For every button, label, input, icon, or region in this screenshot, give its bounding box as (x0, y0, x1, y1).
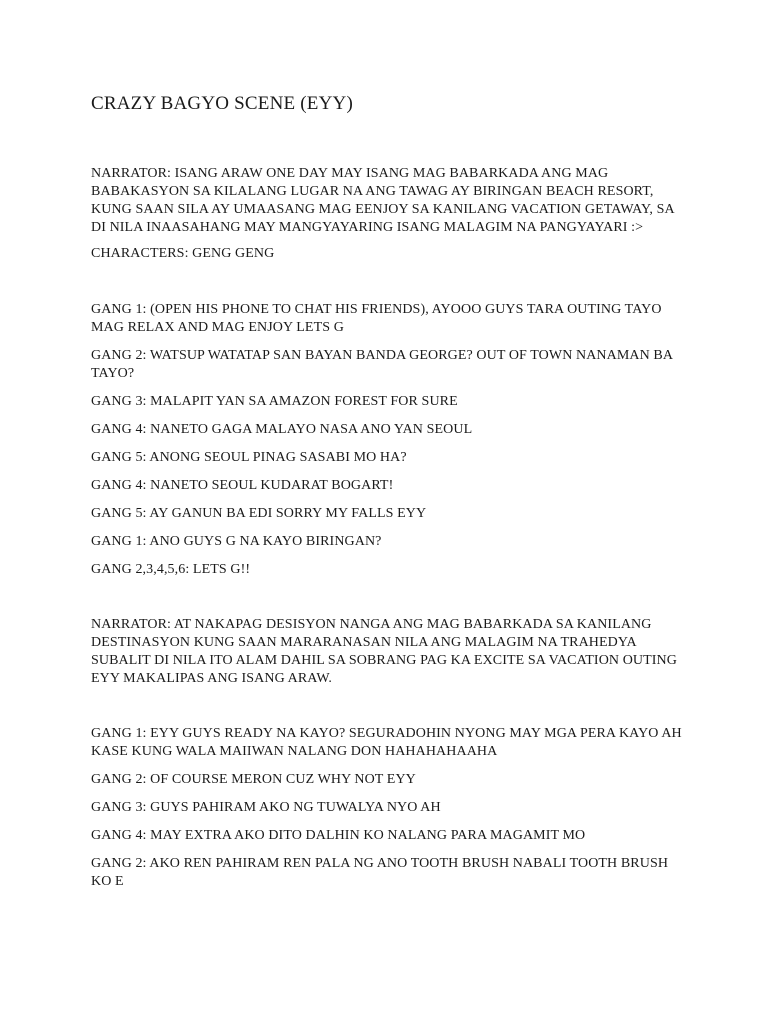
dialogue-line: GANG 4: NANETO GAGA MALAYO NASA ANO YAN SEOUL (91, 422, 473, 437)
dialogue-line: GANG 4: NANETO SEOUL KUDARAT BOGART! (91, 478, 394, 493)
dialogue-line: GANG 2: WATSUP WATATAP SAN BAYAN BANDA GEORGE? OUT OF TOWN NANAMAN BA TAYO? (91, 348, 674, 381)
dialogue-line: GANG 4: MAY EXTRA AKO DITO DALHIN KO NALANG PARA MAGAMIT MO (91, 828, 586, 843)
dialogue-line: GANG 2,3,4,5,6: LETS G!! (91, 562, 251, 577)
narrator-paragraph: NARRATOR: AT NAKAPAG DESISYON NANGA ANG MAG BABARKADA SA KANILANG DESTINASYON KUNG SAAN MARARANASAN NILA ANG MALAGIM NA TRAHEDYA SUBALIT DI NILA ITO ALAM DAHIL SA SOBRANG PAG KA EXCITE SA VACATION OUTING EYY MAKALIPAS ANG ISANG ARAW. (91, 617, 677, 686)
dialogue-line: GANG 3: GUYS PAHIRAM AKO NG TUWALYA NYO AH (91, 800, 441, 815)
dialogue-line: GANG 1: EYY GUYS READY NA KAYO? SEGURADOHIN NYONG MAY MGA PERA KAYO AH KASE KUNG WALA MAIIWAN NALANG DON HAHAHAHAAHA (91, 726, 682, 759)
dialogue-line: GANG 1: (OPEN HIS PHONE TO CHAT HIS FRIENDS), AYOOO GUYS TARA OUTING TAYO MAG RELAX AND MAG ENJOY LETS G (91, 302, 662, 335)
dialogue-line: GANG 2: AKO REN PAHIRAM REN PALA NG ANO TOOTH BRUSH NABALI TOOTH BRUSH KO E (91, 856, 669, 889)
dialogue-line: GANG 3: MALAPIT YAN SA AMAZON FOREST FOR SURE (91, 394, 458, 409)
dialogue-line: GANG 1: ANO GUYS G NA KAYO BIRINGAN? (91, 534, 382, 549)
document-title: CRAZY BAGYO SCENE (EYY) (91, 93, 353, 114)
dialogue-line: GANG 5: ANONG SEOUL PINAG SASABI MO HA? (91, 450, 407, 465)
dialogue-line: GANG 5: AY GANUN BA EDI SORRY MY FALLS EYY (91, 506, 427, 521)
narrator-intro-paragraph: NARRATOR: ISANG ARAW ONE DAY MAY ISANG MAG BABARKADA ANG MAG BABAKASYON SA KILALANG LUGAR NA ANG TAWAG AY BIRINGAN BEACH RESORT, KUNG SAAN SILA AY UMAASANG MAG EENJOY SA KANILANG VACATION GETAWAY, SA DI NILA INAASAHANG MAY MANGYAYARING ISANG MALAGIM NA PANGYAYARI :> (91, 166, 675, 235)
dialogue-line: GANG 2: OF COURSE MERON CUZ WHY NOT EYY (91, 772, 416, 787)
characters-line: CHARACTERS: GENG GENG (91, 246, 275, 261)
